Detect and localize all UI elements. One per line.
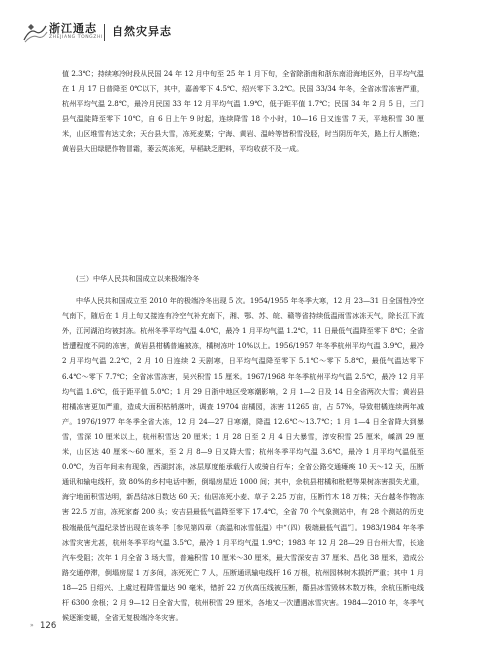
header-divider bbox=[104, 24, 105, 41]
section-title: 自然灾异志 bbox=[112, 25, 172, 38]
page-number: 126 bbox=[40, 621, 57, 631]
logo bbox=[22, 20, 103, 48]
logo-subtitle: ZHEJIANG TONGZHI bbox=[49, 35, 103, 40]
logo-emblem-icon bbox=[22, 22, 48, 44]
page-header bbox=[0, 20, 480, 50]
main-content bbox=[62, 66, 424, 647]
paragraph-body: 中华人民共和国成立至 2010 年的极端冷冬出现 5 次。1954/1955 年冬季大寒，12 月 23—31 日全国性冷空气南下，随后在 1 月上旬又接连有冷空气补充南下，湘、鄂、苏、皖、赣等省持续低温雨雪冰冻天气，除长江下流外，江河湖泊均被封冻。杭州冬季平均气温 4.0℃，最冷 1 月平均气温 1.2℃，11 日最低气温降至零下 8℃；全省皆遭程度不同的冻害，黄岩县柑橘普遍被冻，橘树冻叶 10%以上。1956/1957 年冬季杭州平均气温 3.9℃，最冷 2 月平均气温 2.2℃，2 月 10 日连续 2 天剧寒，日平均气温降至零下 5.1℃～零下 5.8℃，最低气温达零下 6.4℃～零下 7.7℃；全省冰雪冻害，吴兴积雪 15 厘米。1967/1968 年冬季杭州平均气温 2.5℃，最冷 12 月平均气温 1.6℃，低于距平值 5.0℃；1 月 29 日浙中地区受寒潮影响，2 月 1—2 日及 14 日全省两次大雪；黄岩县柑橘冻害更加严重，造成大面积枯梢落叶，调查 19704 亩橘园，冻害 11265 亩，占 57%，导致柑橘连续两年减产。1976/1977 年冬季全省大冻，12 月 24—27 日寒潮，降温 12.6℃～13.7℃；1 月 1—4 日全省降大到暴雪，雪深 10 厘米以上，杭州积雪达 20 厘米；1 月 28 日至 2 月 4 日大暴雪，淳安积雪 25 厘米，嵊泗 29 厘米，山区达 40 厘米～60 厘米，至 2 月 8—9 日又降大雪；杭州冬季平均气温 3.6℃，最冷 1 月平均气温低至 0.0℃，为百年间未有现象，西湖封冻，冰层厚度能承载行人或骑自行车；全省公路交通瘫痪 10 天～12 天，压断通讯和输电线杆，致 80%的乡村电话中断，倒塌房屋近 1000 间；其中，余杭县柑橘和枇杷等果树冻害损失尤重，海宁地面积雪达明，新昌结冰日数达 60 天；仙居冻死小麦、草子 2.25 万亩，压断竹木 18 万株；天台越冬作物冻害 22.5 万亩，冻死家畜 200 头；安吉县最低气温降至零下 17.4℃，全省 70 个气象测站中，有 28 个测站的历史极端最低气温纪录皆出现在该冬季［参见第四章（高温和冰雪低温）中“（四）极端最低气温”］。1983/1984 年冬季冰雪灾害尤甚，杭州冬季平均气温 3.5℃，最冷 1 月平均气温 1.9℃；1983 年 12 月 28—29 日台州大雪，长途汽车受阻；次年 1 月全省 3 场大雪，普遍积雪 10 厘米～30 厘米，最大雪深安吉 37 厘米、昌化 38 厘米，造成公路交通停滞，倒塌房屋 1 万多间，冻死死亡 7 人，压断通讯输电线杆 16 万根，杭州园林树木损折严重；其中 1 月 18—25 日绍兴、上虞过程降雪量达 90 毫米，错折 22 万伙高压线被压断，衢县冰雪毁林木数万株，余杭压断电线杆 6300 余根；2 月 9—12 日全省大雪，杭州积雪 29 厘米，各地又一次遭遇冰雪灾害。1984—2010 年，冬季气候逐渐变暖，全省无复极端冷冬灾害。 bbox=[62, 296, 424, 623]
paragraph-intro: 值 2.3℃；持续寒冷时段从民国 24 年 12 月中旬至 25 年 1 月下旬，全省除浙南和浙东南沿海地区外，日平均气温在 1 月 17 日普降至 0℃以下，其中，嘉善零下 4.5℃、绍兴零下 3.2℃。民国 33/34 年冬，全省冰雪冻害严重，杭州平均气温 2.8℃，最冷月民国 33 年 12 月平均气温 1.9℃，低于距平值 1.7℃；民国 34 年 2 月 5 日，三门县气温陡降至零下 10℃，自 6 日上午 9 时起，连续降雪 18 个小时，10—16 日又连雪 7 天，平地积雪 30 厘米，山区堆雪有达丈余；天台县大雪，冻死麦粟；宁海、黄岩、温岭等皆积雪没胫，时当阴历年关，路上行人断绝；黄岩县大田绿肥作物冒霜，萎云英冻死，早稻缺乏肥料，平均收获不及一成。 bbox=[62, 69, 424, 154]
subheading: (三）中华人民共和国成立以来极端冷冬 bbox=[76, 274, 200, 283]
logo-title: 浙江通志 bbox=[49, 22, 97, 35]
page-arrow-icon: » bbox=[30, 622, 34, 629]
